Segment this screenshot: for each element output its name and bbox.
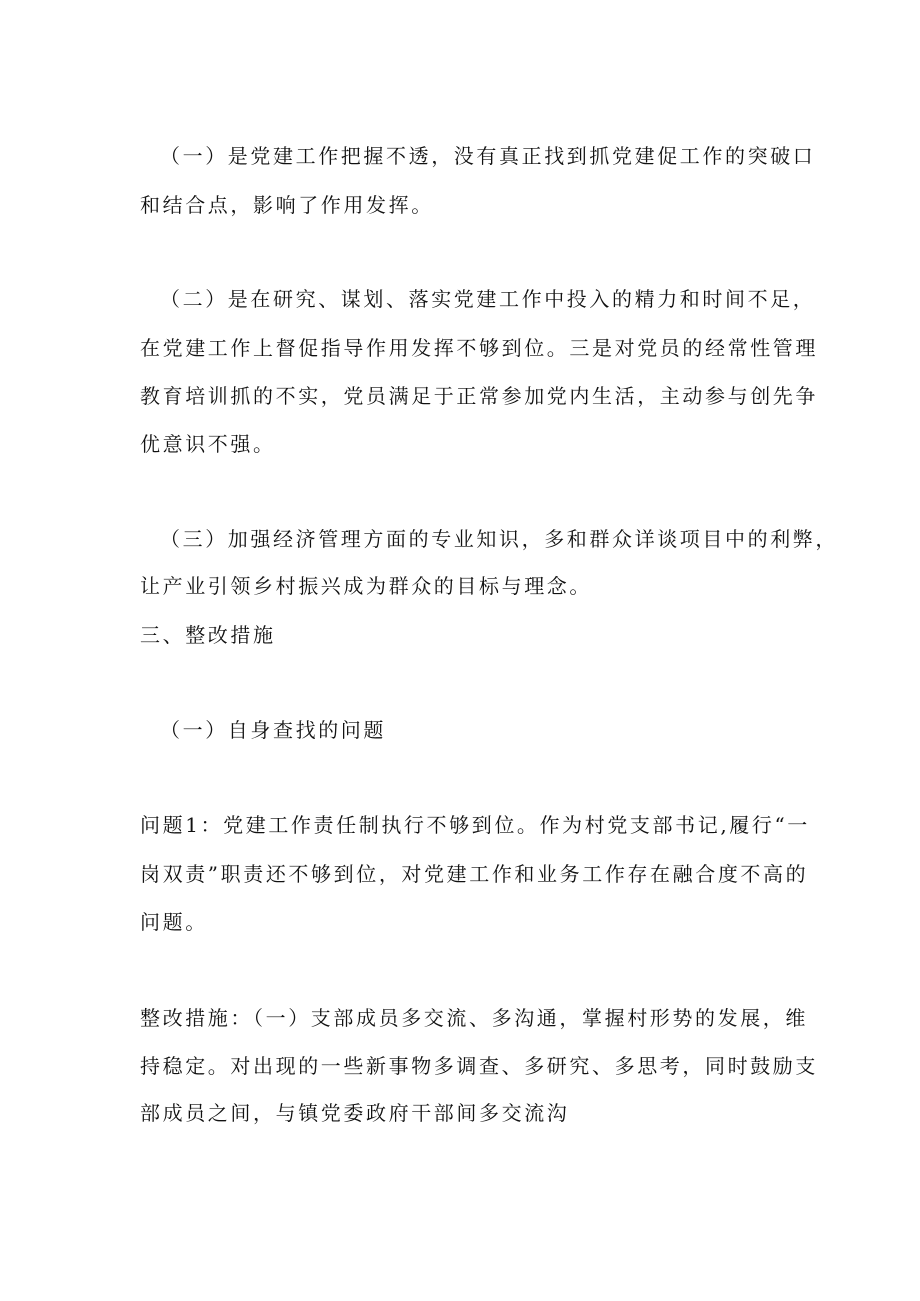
paragraph-2-line-2: 在党建工作上督促指导作用发挥不够到位。三是对党员的经常性管理 bbox=[140, 336, 818, 360]
paragraph-1-line-1: （一）是党建工作把握不透，没有真正找到抓党建促工作的突破口 bbox=[160, 144, 816, 168]
problem-line-1: 问题1：党建工作责任制执行不够到位。作为村党支部书记,履行“一 bbox=[140, 813, 810, 837]
paragraph-2-line-3: 教育培训抓的不实，党员满足于正常参加党内生活，主动参与创先争 bbox=[140, 384, 818, 408]
section-heading: 三、整改措施 bbox=[140, 623, 276, 647]
measures-line-3: 部成员之间，与镇党委政府干部间多交流沟 bbox=[140, 1101, 570, 1125]
measures-line-2: 持稳定。对出现的一些新事物多调查、多研究、多思考，同时鼓励支 bbox=[140, 1054, 818, 1078]
problem-line-2: 岗双责”职责还不够到位，对党建工作和业务工作存在融合度不高的 bbox=[140, 862, 809, 886]
paragraph-3-line-1: （三）加强经济管理方面的专业知识，多和群众详谈项目中的利弊， bbox=[160, 527, 838, 551]
paragraph-2-line-1: （二）是在研究、谋划、落实党建工作中投入的精力和时间不足， bbox=[160, 287, 816, 311]
paragraph-2-line-4: 优意识不强。 bbox=[140, 432, 276, 456]
problem-line-3: 问题。 bbox=[140, 910, 208, 934]
paragraph-1-line-2: 和结合点，影响了作用发挥。 bbox=[140, 193, 434, 217]
subsection-heading: （一）自身查找的问题 bbox=[160, 718, 386, 742]
paragraph-3-line-2: 让产业引领乡村振兴成为群众的目标与理念。 bbox=[140, 574, 592, 598]
measures-line-1: 整改措施：（一）支部成员多交流、多沟通，掌握村形势的发展，维 bbox=[140, 1006, 808, 1030]
